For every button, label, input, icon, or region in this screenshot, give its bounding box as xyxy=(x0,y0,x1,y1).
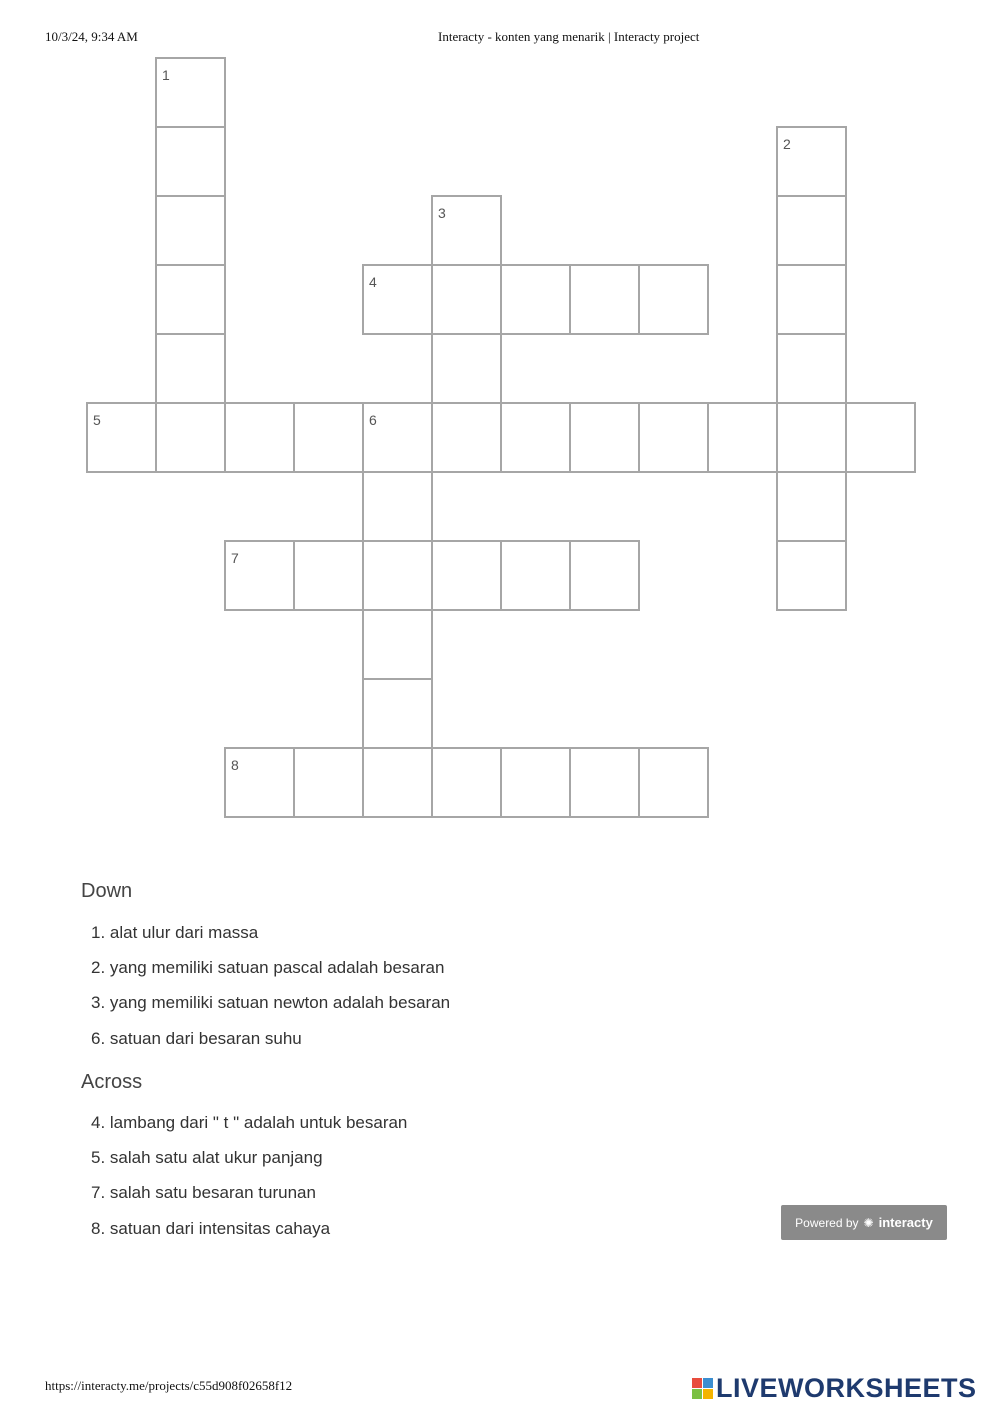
crossword-cell[interactable] xyxy=(569,402,640,473)
clue-number: 2 xyxy=(783,136,791,152)
down-clue: 3. yang memiliki satuan newton adalah besaran xyxy=(91,993,451,1013)
crossword-cell[interactable] xyxy=(569,540,640,611)
down-clue: 2. yang memiliki satuan pascal adalah besaran xyxy=(91,958,445,978)
crossword-cell[interactable] xyxy=(293,402,364,473)
crossword-cell[interactable] xyxy=(776,195,847,266)
liveworksheets-icon xyxy=(692,1378,713,1399)
crossword-cell[interactable] xyxy=(224,402,295,473)
crossword-cell[interactable] xyxy=(776,471,847,542)
clue-number: 1 xyxy=(162,67,170,83)
across-clue: 4. lambang dari " t " adalah untuk besaran xyxy=(91,1113,408,1132)
crossword-cell[interactable] xyxy=(362,609,433,680)
down-clue-list xyxy=(91,923,450,1064)
crossword-cell[interactable] xyxy=(362,402,433,473)
clue-number: 6 xyxy=(369,412,377,428)
crossword-cell[interactable] xyxy=(431,333,502,404)
down-heading: Down xyxy=(81,880,133,902)
crossword-cell[interactable] xyxy=(776,333,847,404)
crossword-cell[interactable] xyxy=(431,402,502,473)
across-clue: 8. satuan dari intensitas cahaya xyxy=(91,1218,331,1238)
crossword-cell[interactable] xyxy=(362,471,433,542)
crossword-cell[interactable] xyxy=(776,540,847,611)
crossword-cell[interactable] xyxy=(155,57,226,128)
crossword-cell[interactable] xyxy=(155,333,226,404)
across-heading: Across xyxy=(81,1071,143,1093)
crossword-cell[interactable] xyxy=(431,264,502,335)
crossword-cell[interactable] xyxy=(569,264,640,335)
clue-number: 4 xyxy=(369,274,377,290)
crossword-cell[interactable] xyxy=(500,540,571,611)
clue-number: 3 xyxy=(438,205,446,221)
across-clue-list xyxy=(91,1113,407,1254)
crossword-cell[interactable] xyxy=(293,540,364,611)
page-title: Interacty - konten yang menarik | Interacty project xyxy=(438,29,700,44)
powered-by-label: Powered by xyxy=(795,1215,859,1230)
crossword-cell[interactable] xyxy=(776,126,847,197)
clue-number: 8 xyxy=(231,757,239,773)
crossword-cell[interactable] xyxy=(86,402,157,473)
crossword-cell[interactable] xyxy=(155,195,226,266)
crossword-cell[interactable] xyxy=(293,747,364,818)
crossword-cell[interactable] xyxy=(362,678,433,749)
across-clue: 5. salah satu alat ukur panjang xyxy=(91,1148,323,1168)
crossword-cell[interactable] xyxy=(569,747,640,818)
crossword-cell[interactable] xyxy=(155,402,226,473)
crossword-cell[interactable] xyxy=(638,264,709,335)
crossword-cell[interactable] xyxy=(638,747,709,818)
crossword-cell[interactable] xyxy=(500,264,571,335)
crossword-cell[interactable] xyxy=(845,402,916,473)
crossword-cell[interactable] xyxy=(431,195,502,266)
crossword-cell[interactable] xyxy=(431,540,502,611)
down-clue: 1. alat ulur dari massa xyxy=(91,923,259,942)
crossword-cell[interactable] xyxy=(638,402,709,473)
clue-number: 5 xyxy=(93,412,101,428)
liveworksheets-logo xyxy=(692,1373,977,1403)
crossword-cell[interactable] xyxy=(362,264,433,335)
crossword-cell[interactable] xyxy=(500,402,571,473)
crossword-cell[interactable] xyxy=(224,540,295,611)
crossword-cell[interactable] xyxy=(362,540,433,611)
down-clue: 6. satuan dari besaran suhu xyxy=(91,1028,302,1048)
crossword-cell[interactable] xyxy=(776,264,847,335)
liveworksheets-wordmark: LIVEWORKSHEETS xyxy=(716,1372,977,1403)
crossword-cell[interactable] xyxy=(155,264,226,335)
crossword-cell[interactable] xyxy=(155,126,226,197)
print-date: 10/3/24, 9:34 AM xyxy=(45,29,138,44)
crossword-cell[interactable] xyxy=(224,747,295,818)
crossword-cell[interactable] xyxy=(776,402,847,473)
crossword-cell[interactable] xyxy=(707,402,778,473)
interacty-logo-icon: ✺ xyxy=(863,1215,874,1230)
footer-url: https://interacty.me/projects/c55d908f02658f12 xyxy=(45,1378,293,1393)
crossword-cell[interactable] xyxy=(362,747,433,818)
interacty-brand: interacty xyxy=(878,1215,933,1230)
powered-by-badge[interactable] xyxy=(781,1205,947,1240)
across-clue: 7. salah satu besaran turunan xyxy=(91,1183,316,1203)
crossword-cell[interactable] xyxy=(500,747,571,818)
clue-number: 7 xyxy=(231,550,239,566)
crossword-cell[interactable] xyxy=(431,747,502,818)
